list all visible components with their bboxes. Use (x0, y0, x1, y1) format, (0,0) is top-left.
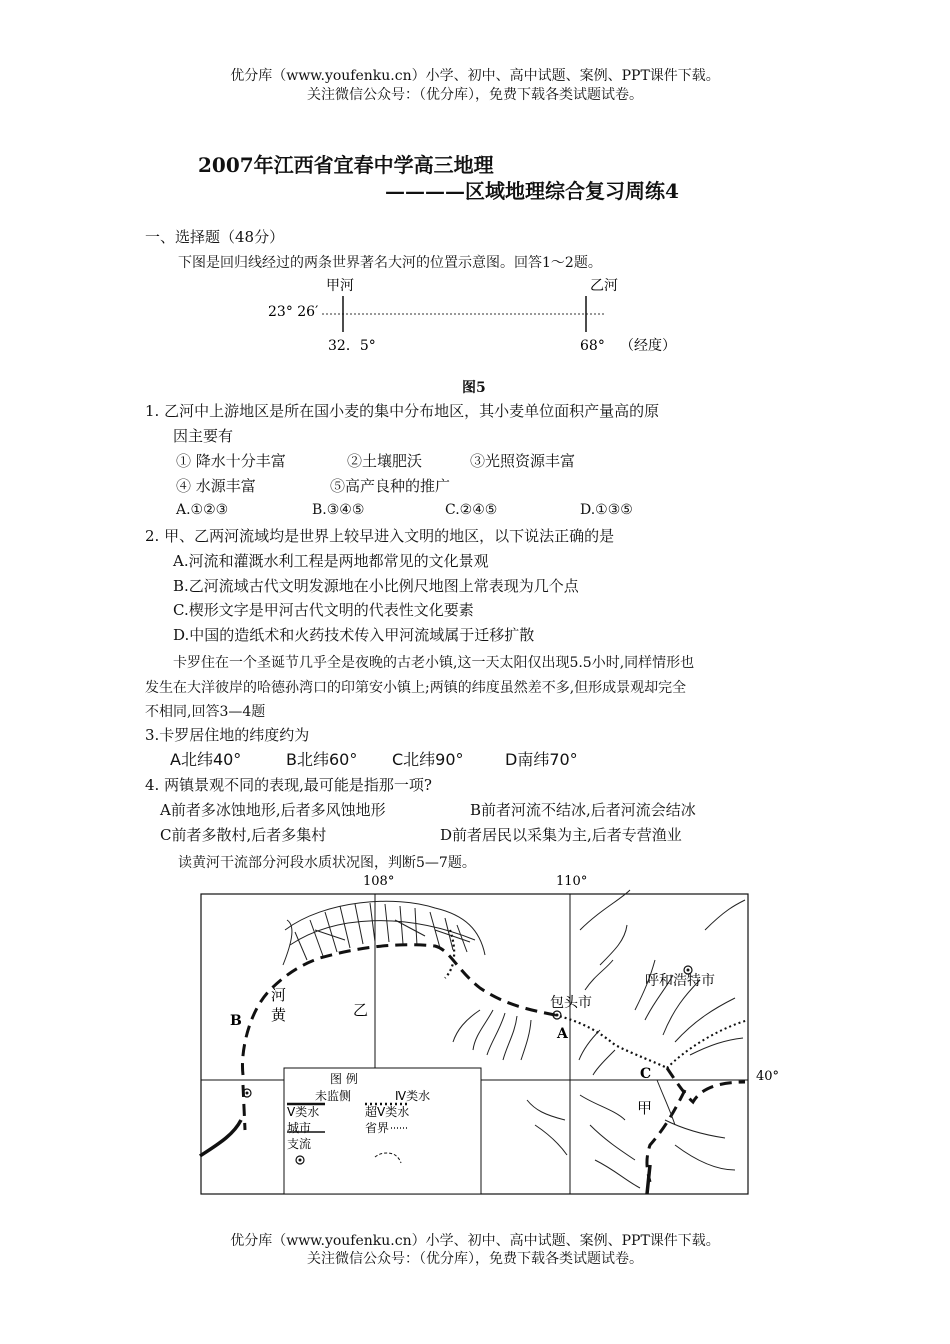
lon-108-label: 108° (363, 874, 395, 889)
yellow-river-south-class5 (647, 1165, 650, 1194)
q4-option-c: C前者多散村,后者多集村 (160, 826, 327, 844)
lon-110-label: 110° (556, 874, 588, 889)
q1-option-3: ③光照资源丰富 (470, 452, 576, 470)
legend-province: 省界 (365, 1121, 390, 1135)
legend-city-marker-dot (299, 1159, 302, 1162)
legend-class4: Ⅳ类水 (395, 1089, 431, 1103)
lon-b-label: 68° (580, 338, 605, 354)
river-char-he: 河 (271, 986, 287, 1004)
q1-choice-a: A.①②③ (176, 502, 229, 518)
hetao-west-bank (283, 920, 292, 965)
figure-5-caption: 图5 (462, 380, 486, 396)
intro-fig5: 下图是回归线经过的两条世界著名大河的位置示意图。回答1～2题。 (178, 255, 602, 271)
legend-unmonitored: 未监侧 (315, 1089, 352, 1103)
footer-line-1: 优分库（www.youfenku.cn）小学、初中、高中试题、案例、PPT课件下载。 (230, 1233, 720, 1249)
title-line-1: 2007年江西省宜春中学高三地理 (198, 153, 494, 177)
river-char-huang: 黄 (271, 1006, 287, 1024)
river-class4-east (667, 1020, 748, 1068)
passage-line-1: 卡罗住在一个圣诞节几乎全是夜晚的古老小镇,这一天太阳仅出现5.5小时,同样情形也 (173, 655, 695, 671)
city-marker-west-dot (246, 1092, 249, 1095)
q2-option-d: D.中国的造纸术和火药技术传入甲河流域属于迁移扩散 (173, 626, 535, 644)
q1-option-5: ⑤高产良种的推广 (330, 477, 451, 495)
q1-choice-b: B.③④⑤ (312, 502, 365, 518)
q1-choice-d: D.①③⑤ (580, 502, 633, 518)
q1-option-4: ④ 水源丰富 (176, 477, 256, 495)
lat-40-label: 40° (756, 1069, 780, 1084)
yellow-river-south (647, 1090, 685, 1182)
header-line-2: 关注微信公众号：（优分库），免费下载各类试题试卷。 (307, 87, 643, 103)
q2-option-a: A.河流和灌溉水利工程是两地都常见的文化景观 (173, 552, 489, 570)
title-line-2: ————区域地理综合复习周练4 (385, 179, 679, 203)
q3-choice-a: A北纬40° (170, 750, 242, 769)
q2-option-c: C.楔形文字是甲河古代文明的代表性文化要素 (173, 601, 474, 619)
yellow-river-unmonitored (242, 945, 555, 1075)
q3-choice-b: B北纬60° (286, 750, 358, 769)
section-heading: 一、选择题（48分） (145, 228, 285, 246)
region-yi: 乙 (353, 1001, 369, 1019)
point-c-label: C (640, 1066, 652, 1082)
city-hohhot: 呼和浩特市 (645, 973, 715, 989)
q2-stem: 2. 甲、乙两河流域均是世界上较早进入文明的地区，以下说法正确的是 (145, 527, 615, 545)
latitude-label: 23° 26′ (268, 304, 319, 320)
q1-stem-1: 1. 乙河中上游地区是所在国小麦的集中分布地区，其小麦单位面积产量高的原 (145, 402, 660, 420)
yellow-river-water-quality-map (195, 870, 785, 1200)
lon-unit-label: （经度） (620, 338, 676, 354)
q4-stem: 4. 两镇景观不同的表现,最可能是指那一项? (145, 776, 432, 794)
q1-stem-2: 因主要有 (173, 427, 234, 445)
city-marker-hohhot-dot (687, 969, 690, 972)
q1-option-2: ②土壤肥沃 (347, 452, 423, 470)
q3-stem: 3.卡罗居住地的纬度约为 (145, 726, 310, 744)
lon-a-label: 32．5° (328, 338, 376, 354)
passage-line-3: 不相同,回答3—4题 (145, 704, 266, 720)
city-marker-baotou-dot (556, 1014, 559, 1017)
intro-map: 读黄河干流部分河段水质状况图，判断5—7题。 (178, 855, 476, 871)
footer-line-2: 关注微信公众号：（优分库），免费下载各类试题试卷。 (307, 1251, 643, 1267)
q3-choice-c: C北纬90° (392, 750, 464, 769)
legend-super5: 超Ⅴ类水 (365, 1105, 410, 1119)
legend-title: 图 例 (330, 1072, 358, 1086)
q4-option-d: D前者居民以采集为主,后者专营渔业 (440, 826, 682, 844)
q1-choice-c: C.②④⑤ (445, 502, 498, 518)
q4-option-b: B前者河流不结冰,后者河流会结冰 (470, 801, 696, 819)
header-line-1: 优分库（www.youfenku.cn）小学、初中、高中试题、案例、PPT课件下载。 (230, 68, 720, 84)
yellow-river-bend (667, 1068, 745, 1102)
legend-tributary: 支流 (287, 1137, 312, 1151)
q1-option-1: ① 降水十分丰富 (176, 452, 286, 470)
q2-option-b: B.乙河流域古代文明发源地在小比例尺地图上常表现为几个点 (173, 577, 579, 595)
river-class4-section (555, 1015, 667, 1068)
point-b-label: B (230, 1013, 242, 1029)
q3-choice-d: D南纬70° (505, 750, 578, 769)
legend-class5: Ⅴ类水 (287, 1105, 320, 1119)
legend-city: 城市 (287, 1121, 312, 1135)
figure-5-diagram (260, 272, 700, 362)
tributaries (453, 890, 745, 1188)
yellow-river-class5 (200, 1120, 241, 1156)
city-baotou: 包头市 (550, 995, 592, 1011)
river-a-label: 甲河 (326, 278, 354, 294)
q4-option-a: A前者多冰蚀地形,后者多风蚀地形 (160, 801, 386, 819)
river-b-label: 乙河 (590, 278, 618, 294)
passage-line-2: 发生在大洋彼岸的哈德孙湾口的印第安小镇上;两镇的纬度虽然差不多,但形成景观却完全 (145, 680, 687, 696)
point-a-label: A (557, 1026, 568, 1042)
region-jia: 甲 (637, 1099, 653, 1117)
